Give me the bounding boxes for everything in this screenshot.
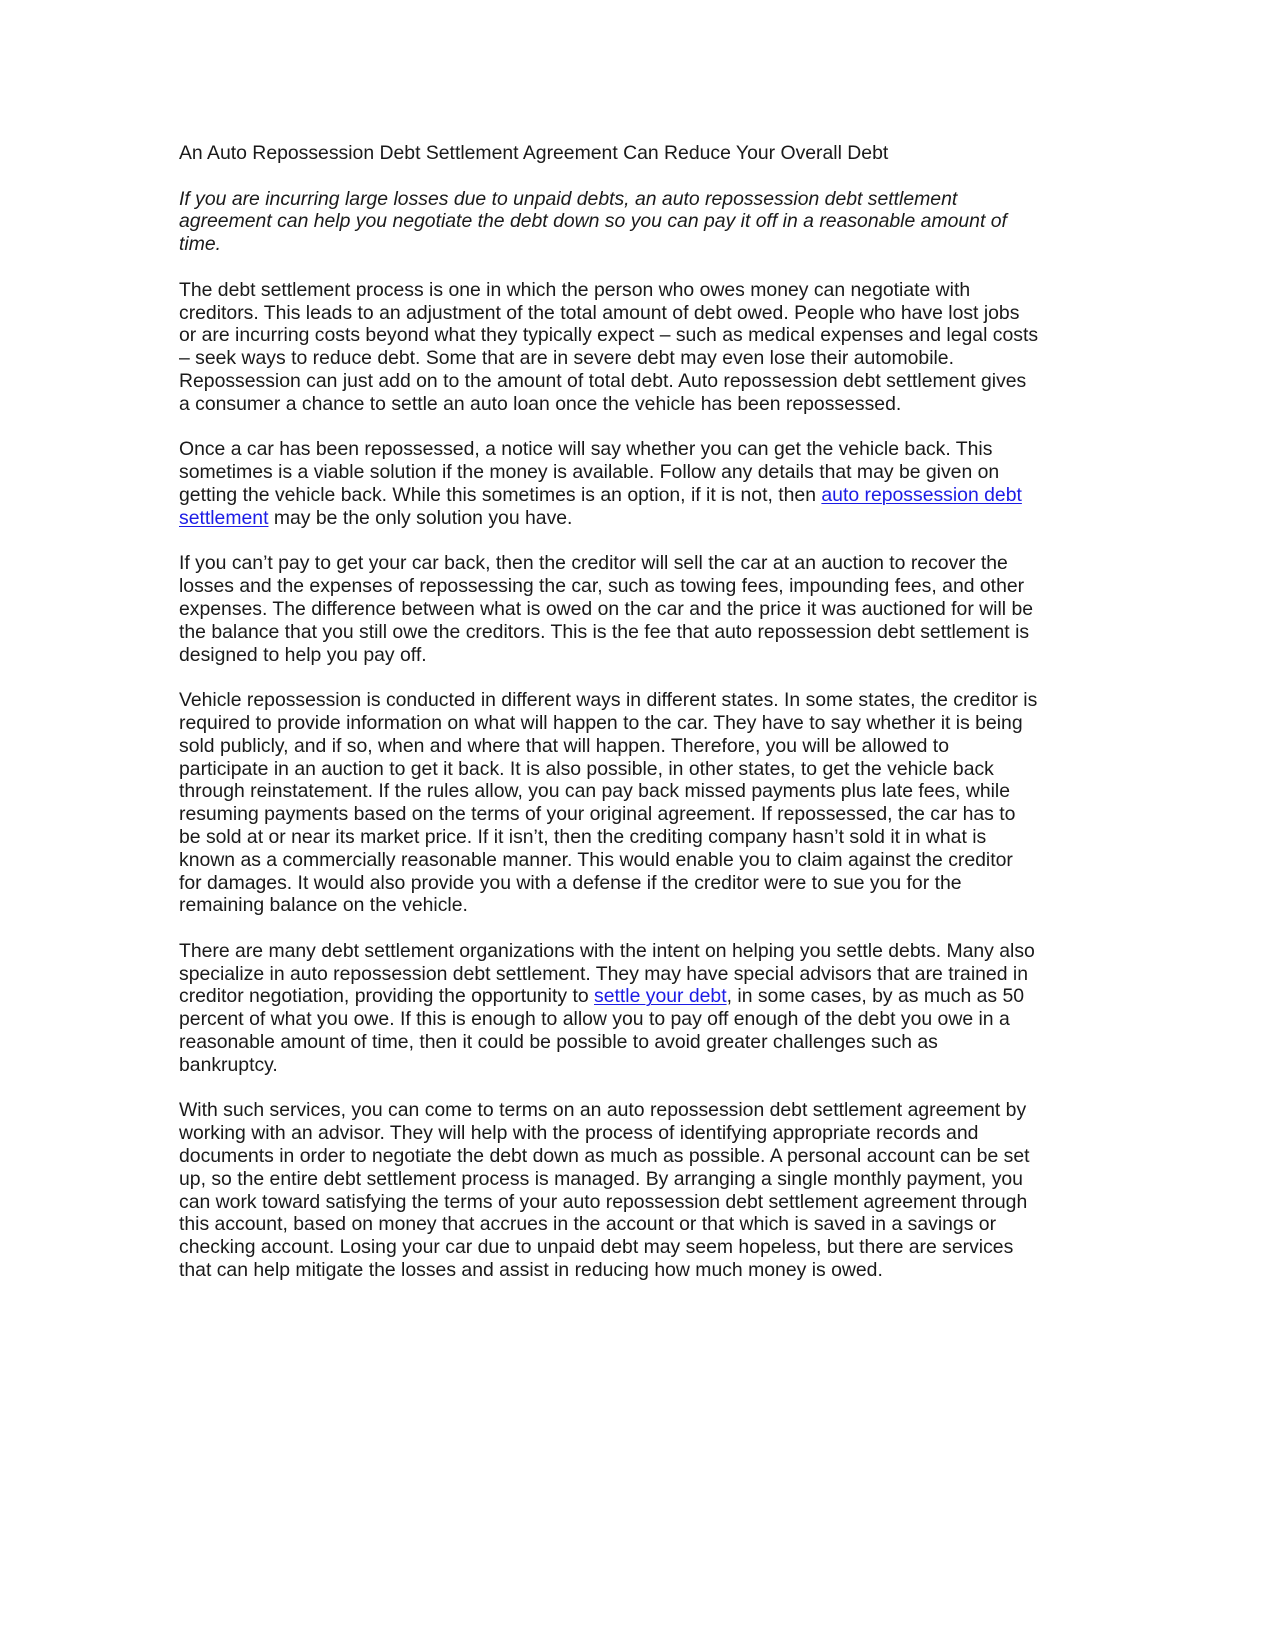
paragraph-text: There are many debt settlement organizations with the intent on helping you settle debts. Many also specialize in auto repossession debt settlement. They may have special advisors that are trained in creditor negotiation, providing the opportunity to bbox=[179, 939, 1035, 1008]
document-page bbox=[179, 142, 1039, 1305]
document-title: An Auto Repossession Debt Settlement Agreement Can Reduce Your Overall Debt bbox=[179, 142, 889, 164]
settle-your-debt-link[interactable]: settle your debt bbox=[594, 985, 727, 1008]
paragraph-text: , in some cases, by as much as 50 percent of what you owe. If this is enough to allow you to pay off enough of the debt you owe in a reasonable amount of time, then it could be possible to avoid greater challenges such as bankruptcy. bbox=[179, 985, 1025, 1076]
auto-repossession-debt-settlement-link[interactable]: auto repossession debt settlement bbox=[179, 483, 1022, 529]
paragraph-text: Once a car has been repossessed, a notice will say whether you can get the vehicle back. This sometimes is a viable solution if the money is available. Follow any details that may be given on getting the vehicle back. While this sometimes is an option, if it is not, then bbox=[179, 438, 1000, 506]
paragraph-settlement-organizations bbox=[179, 940, 1039, 1077]
paragraph-services: With such services, you can come to terms on an auto repossession debt settlement agreement by working with an advisor. They will help with the process of identifying appropriate records and documents in order to negotiate the debt down as much as possible. A personal account can be set up, so the entire debt settlement process is managed. By arranging a single monthly payment, you can work toward satisfying the terms of your auto repossession debt settlement agreement through this account, based on money that accrues in the account or that which is saved in a savings or checking account. Losing your car due to unpaid debt may seem hopeless, but there are services that can help mitigate the losses and assist in reducing how much money is owed. bbox=[179, 1099, 1030, 1282]
paragraph-auction: If you can’t pay to get your car back, then the creditor will sell the car at an auction to recover the losses and the expenses of repossessing the car, such as towing fees, impounding fees, and other expenses. The difference between what is owed on the car and the price it was auctioned for will be the balance that you still owe the creditors. This is the fee that auto repossession debt settlement is designed to help you pay off. bbox=[179, 552, 1034, 666]
intro-paragraph: If you are incurring large losses due to unpaid debts, an auto repossession debt settlement agreement can help you negotiate the debt down so you can pay it off in a reasonable amount of time. bbox=[179, 187, 1007, 256]
paragraph-text: may be the only solution you have. bbox=[268, 506, 573, 529]
paragraph-state-rules: Vehicle repossession is conducted in different ways in different states. In some states, the creditor is required to provide information on what will happen to the car. They have to say whether it is being sold publicly, and if so, when and where that will happen. Therefore, you will be allowed to participate in an auction to get it back. It is also possible, in other states, to get the vehicle back through reinstatement. If the rules allow, you can pay back missed payments plus late fees, while resuming payments based on the terms of your original agreement. If repossessed, the car has to be sold at or near its market price. If it isn’t, then the crediting company hasn’t sold it in what is known as a commercially reasonable manner. This would enable you to claim against the creditor for damages. It would also provide you with a defense if the creditor were to sue you for the remaining balance on the vehicle. bbox=[179, 689, 1038, 917]
paragraph-repossession-notice bbox=[179, 438, 1039, 529]
paragraph-debt-settlement-process: The debt settlement process is one in which the person who owes money can negotiate with creditors. This leads to an adjustment of the total amount of debt owed. People who have lost jobs or are incurring costs beyond what they typically expect – such as medical expenses and legal costs – seek ways to reduce debt. Some that are in severe debt may even lose their automobile. Repossession can just add on to the amount of total debt. Auto repossession debt settlement gives a consumer a chance to settle an auto loan once the vehicle has been repossessed. bbox=[179, 278, 1039, 415]
